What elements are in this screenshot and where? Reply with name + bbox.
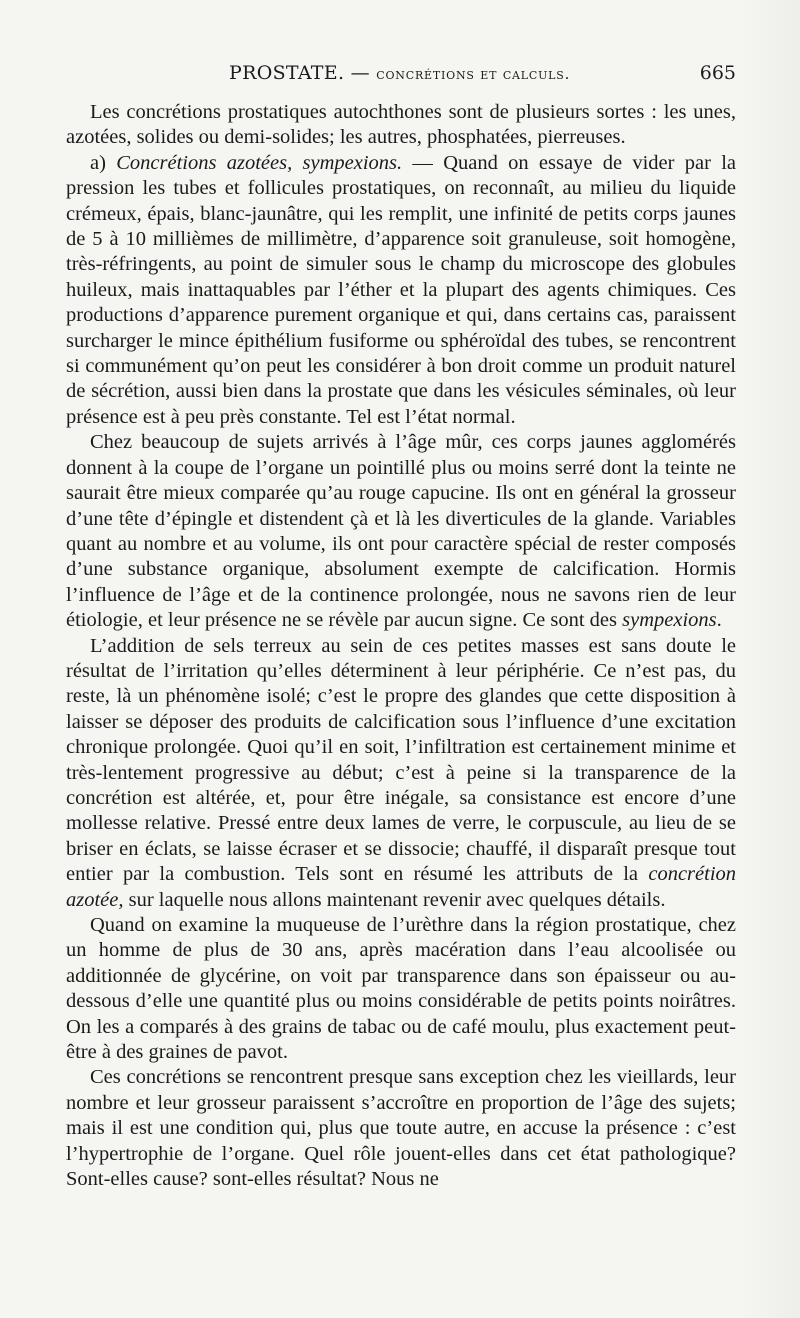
paragraph-text: Les concrétions prostatiques autochthones sont de plusieurs sortes : les unes, azotées, solides ou demi-solides; les autres, phosphatées, pierreuses. — [66, 101, 736, 149]
italic-term: sympexions — [622, 609, 717, 632]
running-header — [66, 62, 736, 90]
running-title — [229, 62, 570, 84]
running-title-main: PROSTATE. — — [229, 62, 370, 84]
paragraph-text: Ces concrétions se rencontrent presque sans exception chez les vieillards, leur nombre et leur grosseur paraissent s’accroître en proportion de l’âge des sujets; mais il est une condition qui, plus que toute autre, en accuse la présence : c’est l’hypertrophie de l’organe. Quel rôle jouent-elles dans cet état pathologique? Sont-elles cause? sont-elles résultat? Nous ne — [66, 1066, 736, 1191]
paragraph-text: Chez beaucoup de sujets arrivés à l’âge mûr, ces corps jaunes agglomérés donnent à la coupe de l’organe un pointillé plus ou moins serré dont la teinte ne saurait être mieux comparée qu’au rouge capucine. Ils ont en général la grosseur d’une tête d’épingle et distendent çà et là les diverticules de la glande. Variables quant au nombre et au volume, ils ont pour caractère spécial de rester composés d’une substance organique, absolument exempte de calcification. Hormis l’influence de l’âge et de la continence prolongée, nous ne savons rien de leur étiologie, et leur présence ne se révèle par aucun signe. Ce sont des — [66, 431, 736, 632]
paragraph-end: sur laquelle nous allons maintenant revenir avec quelques détails. — [123, 888, 666, 911]
paragraph-5 — [66, 913, 736, 1065]
body-text — [66, 100, 736, 1192]
paragraph-text: Quand on examine la muqueuse de l’urèthre dans la région prostatique, chez un homme de plus de 30 ans, après macération dans l’eau alcoolisée ou additionnée de glycérine, on voit par transparence dans son épaisseur ou au-dessous d’elle une quantité plus ou moins considérable de petits points noirâtres. On les a comparés à des grains de tabac ou de café moulu, plus exactement peut-être à des graines de pavot. — [66, 914, 736, 1064]
section-heading: Concrétions azotées, sympexions. — [116, 151, 403, 174]
paragraph-end: . — [716, 609, 722, 632]
paragraph-text: L’addition de sels terreux au sein de ces petites masses est sans doute le résultat de l’irritation qu’elles déterminent à leur périphérie. Ce n’est pas, du reste, là un phénomène isolé; c’est le propre des glandes que cette disposition à laisser se déposer des produits de calcification sous l’influence d’une excitation chronique prolongée. Quoi qu’il en soit, l’infiltration est certainement minime et très-lentement progressive au début; c’est à peine si la transparence de la concrétion est altérée, et, pour être inégale, sa consistance est encore d’une mollesse relative. Pressé entre deux lames de verre, le corpuscule, au lieu de se briser en éclats, se laisse écraser et se dissocie; chauffé, il disparaît presque tout entier par la combustion. Tels sont en résumé les attributs de la — [66, 634, 736, 886]
paragraph-3 — [66, 430, 736, 633]
running-title-subtitle: concrétions et calculs. — [376, 65, 571, 83]
paragraph-text: — Quand on essaye de vider par la pression les tubes et follicules prostatiques, on reconnaît, au milieu du liquide crémeux, épais, blanc-jaunâtre, qui les remplit, une infinité de petits corps jaunes de 5 à 10 millièmes de millimètre, d’apparence soit granuleuse, soit homogène, très-réfringents, au point de simuler sous le champ du microscope des globules huileux, mais inattaquables par l’éther et la plupart des agents chimiques. Ces productions d’apparence purement organique et qui, dans certains cas, paraissent surcharger le mince épithélium fusiforme ou sphéroïdal des tubes, se rencontrent si communément qu’on peut les considérer à bon droit comme un produit naturel de sécrétion, aussi bien dans la prostate que dans les vésicules séminales, où leur présence est à peu près constante. Tel est l’état normal. — [66, 151, 737, 428]
section-label: a) — [90, 151, 106, 174]
paragraph-6 — [66, 1065, 736, 1192]
paragraph-2 — [66, 151, 736, 430]
italic-term: concrétion azotée, — [66, 863, 737, 911]
paragraph-4 — [66, 634, 736, 913]
page-number: 665 — [699, 62, 736, 84]
paragraph-1 — [66, 100, 736, 151]
